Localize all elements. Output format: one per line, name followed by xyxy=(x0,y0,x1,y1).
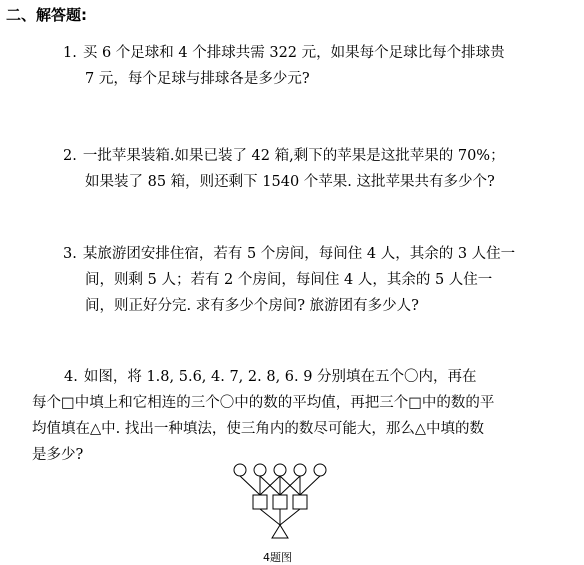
problem-4-line-3: 均值填在△中. 找出一种填法，使三角内的数尽可能大，那么△中填的数 xyxy=(32,421,485,437)
connector-line xyxy=(300,476,320,495)
circle-slot-2 xyxy=(254,464,266,476)
problem-4 xyxy=(32,364,494,468)
problem-1-number: 1. xyxy=(63,45,77,61)
problem-1 xyxy=(63,40,505,92)
problem-2-line-2: 如果装了 85 箱，则还剩下 1540 个苹果. 这批苹果共有多少个? xyxy=(85,174,495,190)
problem-1-line-1: 1. 买 6 个足球和 4 个排球共需 322 元，如果每个足球比每个排球贵 xyxy=(63,40,505,66)
problem-4-line-1: 4. 如图，将 1.8, 5.6, 4. 7, 2. 8, 6. 9 分别填在五个〇内，再在 xyxy=(32,364,494,390)
triangle-slot xyxy=(272,525,288,538)
circle-slot-3 xyxy=(274,464,286,476)
square-slot-1 xyxy=(253,495,267,509)
problem-3-line-1: 3. 某旅游团安排住宿，若有 5 个房间，每间住 4 人，其余的 3 人住一 xyxy=(63,241,515,267)
problem-3-number: 3. xyxy=(63,246,77,262)
problem-4-line-4: 是多少? xyxy=(32,447,84,463)
connector-line xyxy=(260,509,280,525)
circle-slot-4 xyxy=(294,464,306,476)
problem-3 xyxy=(63,241,515,319)
problem-4-number: 4. xyxy=(64,369,78,385)
circle-slot-1 xyxy=(234,464,246,476)
problem-1-line-2: 7 元，每个足球与排球各是多少元? xyxy=(85,71,310,87)
problem-2-number: 2. xyxy=(63,148,77,164)
circle-slot-5 xyxy=(314,464,326,476)
section-heading: 二、解答题: xyxy=(6,6,87,24)
problem-2 xyxy=(63,143,505,195)
square-slot-2 xyxy=(273,495,287,509)
problem-3-line-2: 间，则剩 5 人；若有 2 个房间，每间住 4 人，其余的 5 人住一 xyxy=(85,272,493,288)
connector-line xyxy=(240,476,260,495)
problem-2-line-1: 2. 一批苹果装箱.如果已装了 42 箱,剩下的苹果是这批苹果的 70%； xyxy=(63,143,505,169)
problem-4-diagram xyxy=(226,462,336,542)
square-slot-3 xyxy=(293,495,307,509)
problem-3-line-3: 间，则正好分完. 求有多少个房间? 旅游团有多少人? xyxy=(85,298,419,314)
figure-caption: 4题图 xyxy=(263,551,292,564)
problem-4-line-2: 每个□中填上和它相连的三个〇中的数的平均值，再把三个□中的数的平 xyxy=(32,395,495,411)
connector-line xyxy=(280,509,300,525)
